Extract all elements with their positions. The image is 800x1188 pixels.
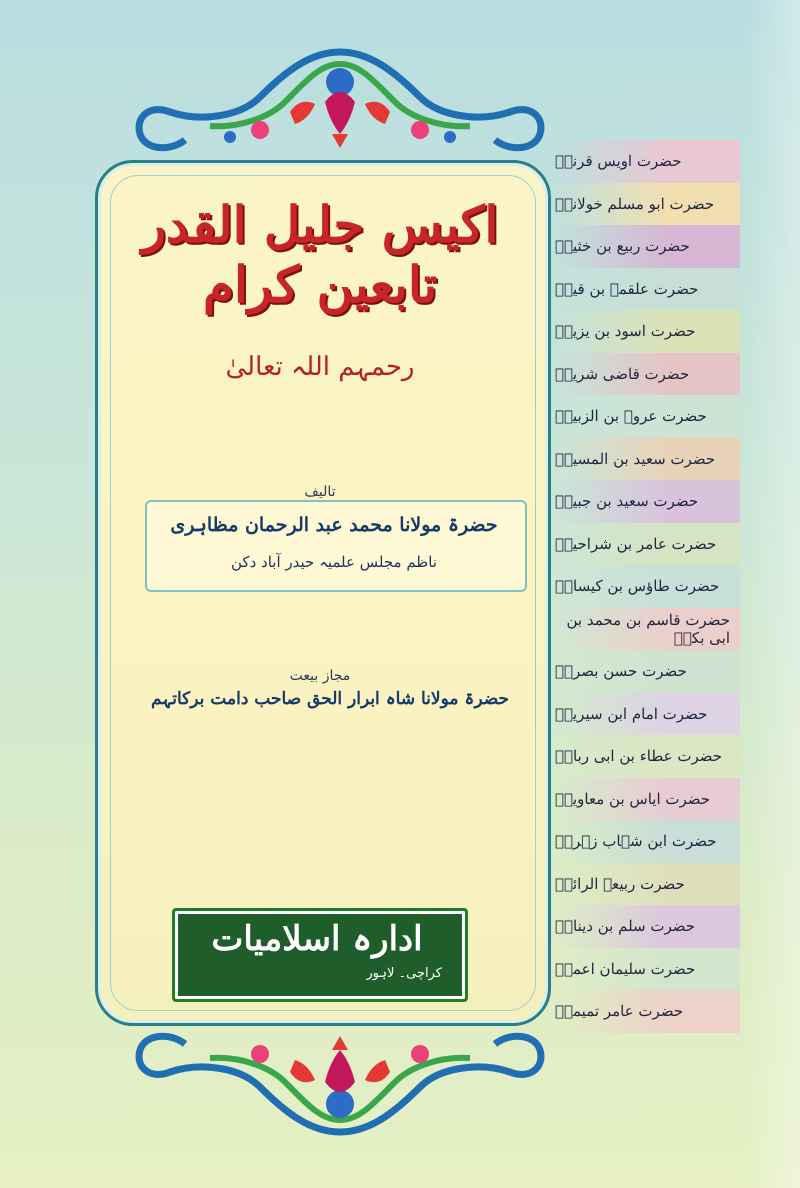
name-list-item: حضرت سعید بن جبیرؒ: [555, 480, 740, 523]
name-list-item: حضرت عروہ بن الزبیرؒ: [555, 395, 740, 438]
author-title: ناظم مجلس علمیہ حیدر آباد دکن: [231, 553, 437, 571]
tabieen-name-list: [555, 140, 740, 1033]
cover-edge: [745, 0, 800, 1188]
book-subtitle: رحمہم اللہ تعالیٰ: [225, 352, 415, 382]
name-list-item: حضرت اسود بن یزیدؒ: [555, 310, 740, 353]
name-list-item: حضرت امام ابن سیرینؒ: [555, 693, 740, 736]
name-list-item: حضرت علقمہ بن قیسؒ: [555, 268, 740, 311]
name-list-item: حضرت طاؤس بن کیسانؒ: [555, 565, 740, 608]
book-title: اکیس جلیل القدر تابعین کرام: [141, 195, 499, 314]
bayat-label: مجاز بیعت: [289, 668, 351, 684]
publisher-city: کراچی۔ لاہور: [366, 966, 442, 981]
name-list-item: حضرت سلم بن دینارؒ: [555, 905, 740, 948]
name-list-item: حضرت اویس قرنیؒ: [555, 140, 740, 183]
name-list-item: حضرت سلیمان اعمشؒ: [555, 948, 740, 991]
name-list-item: حضرت ایاس بن معاویہؒ: [555, 778, 740, 821]
author-label: تالیف: [304, 484, 336, 500]
name-list-item: حضرت عامر بن شراحیلؒ: [555, 523, 740, 566]
publisher-name: ادارہ اسلامیات: [211, 919, 423, 959]
author-name: حضرۃ مولانا محمد عبد الرحمان مظاہری: [170, 514, 498, 536]
name-list-item: حضرت قاضی شریحؒ: [555, 353, 740, 396]
name-list-item: حضرت ابن شہاب زہریؒ: [555, 820, 740, 863]
bayat-line: حضرۃ مولانا شاہ ابرار الحق صاحب دامت برکاتہم: [150, 689, 510, 709]
name-list-item: حضرت حسن بصریؒ: [555, 650, 740, 693]
bottom-ornament: [110, 1022, 570, 1142]
name-list-item: حضرت قاسم بن محمد بن ابی بکرؒ: [555, 608, 740, 651]
name-list-item: حضرت ابو مسلم خولانیؒ: [555, 183, 740, 226]
name-list-item: حضرت عامر تمیمیؒ: [555, 990, 740, 1033]
name-list-item: حضرت عطاء بن ابی رباحؒ: [555, 735, 740, 778]
name-list-item: حضرت ربیعۃ الرائیؒ: [555, 863, 740, 906]
name-list-item: حضرت ربیع بن خثیمؒ: [555, 225, 740, 268]
top-ornament: [110, 42, 570, 162]
name-list-item: حضرت سعید بن المسیبؒ: [555, 438, 740, 481]
